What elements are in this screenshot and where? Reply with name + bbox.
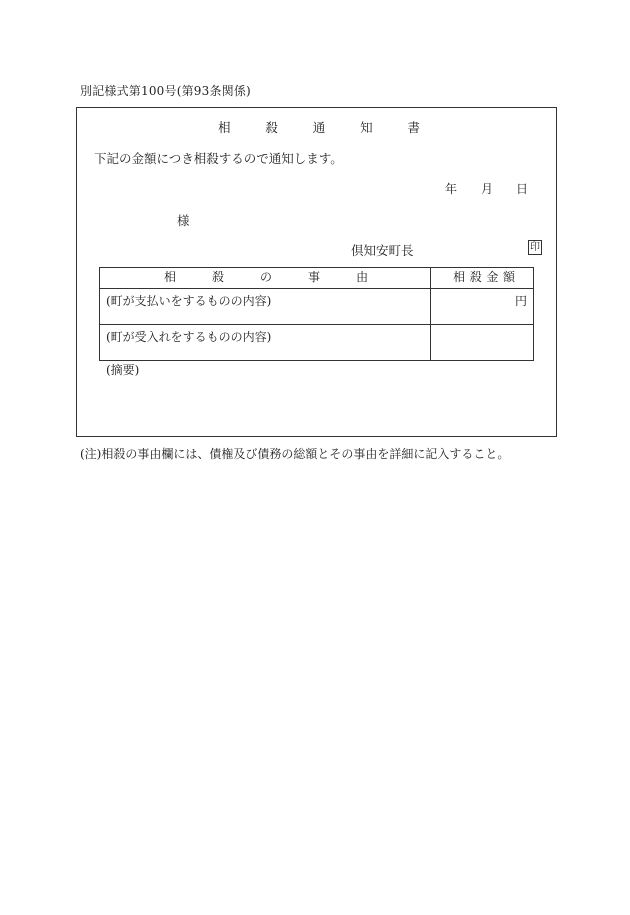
payment-content-cell: (町が支払いをするものの内容) [100,289,431,325]
amount-header: 相 殺 金 額 [431,268,534,289]
summary-label: (摘要) [106,363,140,377]
date-month: 月 [481,182,494,196]
reason-header: 相 殺 の 事 由 [100,268,431,289]
date-day: 日 [516,182,529,196]
payment-amount-cell: 円 [431,289,534,325]
receipt-amount-cell [431,325,534,361]
table-row [100,289,534,325]
title-char: 通 [312,120,326,135]
title-char: 書 [407,120,420,135]
seal-mark: 印 [530,242,540,253]
footnote: (注)相殺の事由欄には、債権及び債務の総額とその事由を詳細に記入すること。 [80,447,510,461]
title-char: 相 [218,120,231,135]
date-year: 年 [445,182,458,196]
table-header-row [100,268,534,289]
title-char: 知 [360,120,373,135]
offset-details-table [99,267,534,361]
addressee-suffix: 様 [177,213,190,228]
title-char: 殺 [265,120,278,135]
form-number-label: 別記様式第100号(第93条関係) [80,84,251,98]
document-title [218,118,420,136]
table-row [100,325,534,361]
receipt-content-cell: (町が受入れをするものの内容) [100,325,431,361]
issuer-name: 倶知安町長 [351,243,414,258]
notice-body-text: 下記の金額につき相殺するので通知します。 [94,151,343,166]
